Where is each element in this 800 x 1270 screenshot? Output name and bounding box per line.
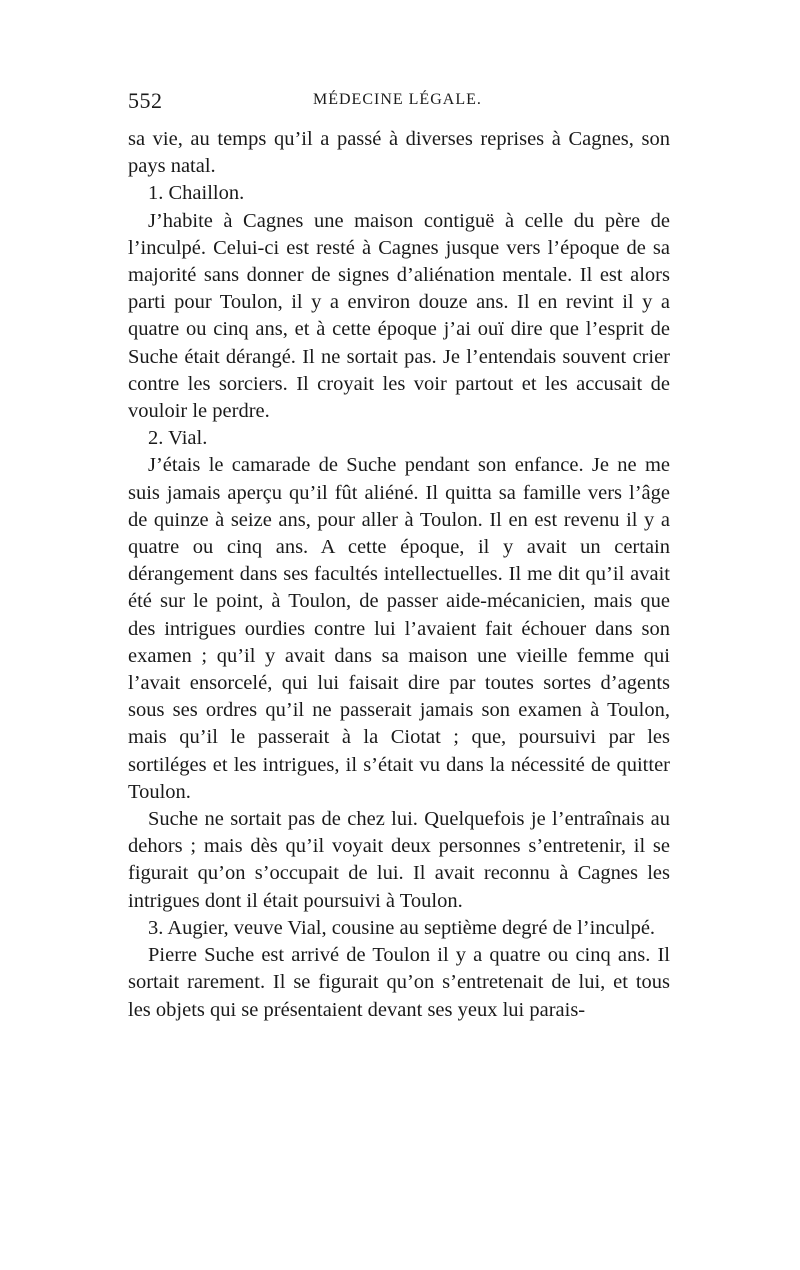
- paragraph: Suche ne sortait pas de chez lui. Quelquefois je l’entraînais au dehors ; mais dès qu’il voyait deux personnes s’entretenir, il se figurait qu’on s’occupait de lui. Il avait reconnu à Cagnes les intrigues dont il était poursuivi à Toulon.: [128, 808, 670, 912]
- paragraph: J’étais le camarade de Suche pendant son enfance. Je ne me suis jamais aperçu qu’il fût aliéné. Il quitta sa famille vers l’âge de quinze à seize ans, pour aller à Toulon. Il en est revenu il y a quatre ou cinq ans. A cette époque, il y avait un certain dérangement dans ses facultés intellectuelles. Il me dit qu’il avait été sur le point, à Toulon, de passer aide-mécanicien, mais que des intrigues ourdies contre lui l’avaient fait échouer dans son examen ; qu’il y avait dans sa maison une vieille femme qui l’avait ensorcelé, qui lui faisait dire par toutes sortes d’agents sous ses ordres qu’il ne passerait jamais son examen à Toulon, mais qu’il le passerait à la Ciotat ; que, poursuivi par les sortiléges et les intrigues, il s’était vu dans la nécessité de quitter Toulon.: [128, 454, 670, 803]
- witness-heading: 3. Augier, veuve Vial, cousine au septième degré de l’inculpé.: [148, 916, 656, 939]
- paragraph: Pierre Suche est arrivé de Toulon il y a quatre ou cinq ans. Il sortait rarement. Il se figurait qu’on s’entretenait de lui, et tous les objets qui se présentaient devant ses yeux lui parais-: [128, 944, 670, 1021]
- page-header: [128, 88, 670, 118]
- running-head: MÉDECINE LÉGALE.: [313, 91, 482, 108]
- page-number: 552: [128, 88, 163, 113]
- paragraph: J’habite à Cagnes une maison contiguë à celle du père de l’inculpé. Celui-ci est resté à Cagnes jusque vers l’époque de sa majorité sans donner de signes d’aliénation mentale. Il est alors parti pour Toulon, il y a environ douze ans. Il en revint il y a quatre ou cinq ans, et à cette époque j’ai ouï dire que l’esprit de Suche était dérangé. Il ne sortait pas. Je l’entendais souvent crier contre les sorciers. Il croyait les voir partout et les accusait de vouloir le perdre.: [128, 209, 670, 423]
- body-text: [128, 126, 670, 1024]
- paragraph: sa vie, au temps qu’il a passé à diverses reprises à Cagnes, son pays natal.: [128, 128, 670, 178]
- witness-heading: 1. Chaillon.: [148, 182, 245, 205]
- witness-heading: 2. Vial.: [148, 427, 208, 450]
